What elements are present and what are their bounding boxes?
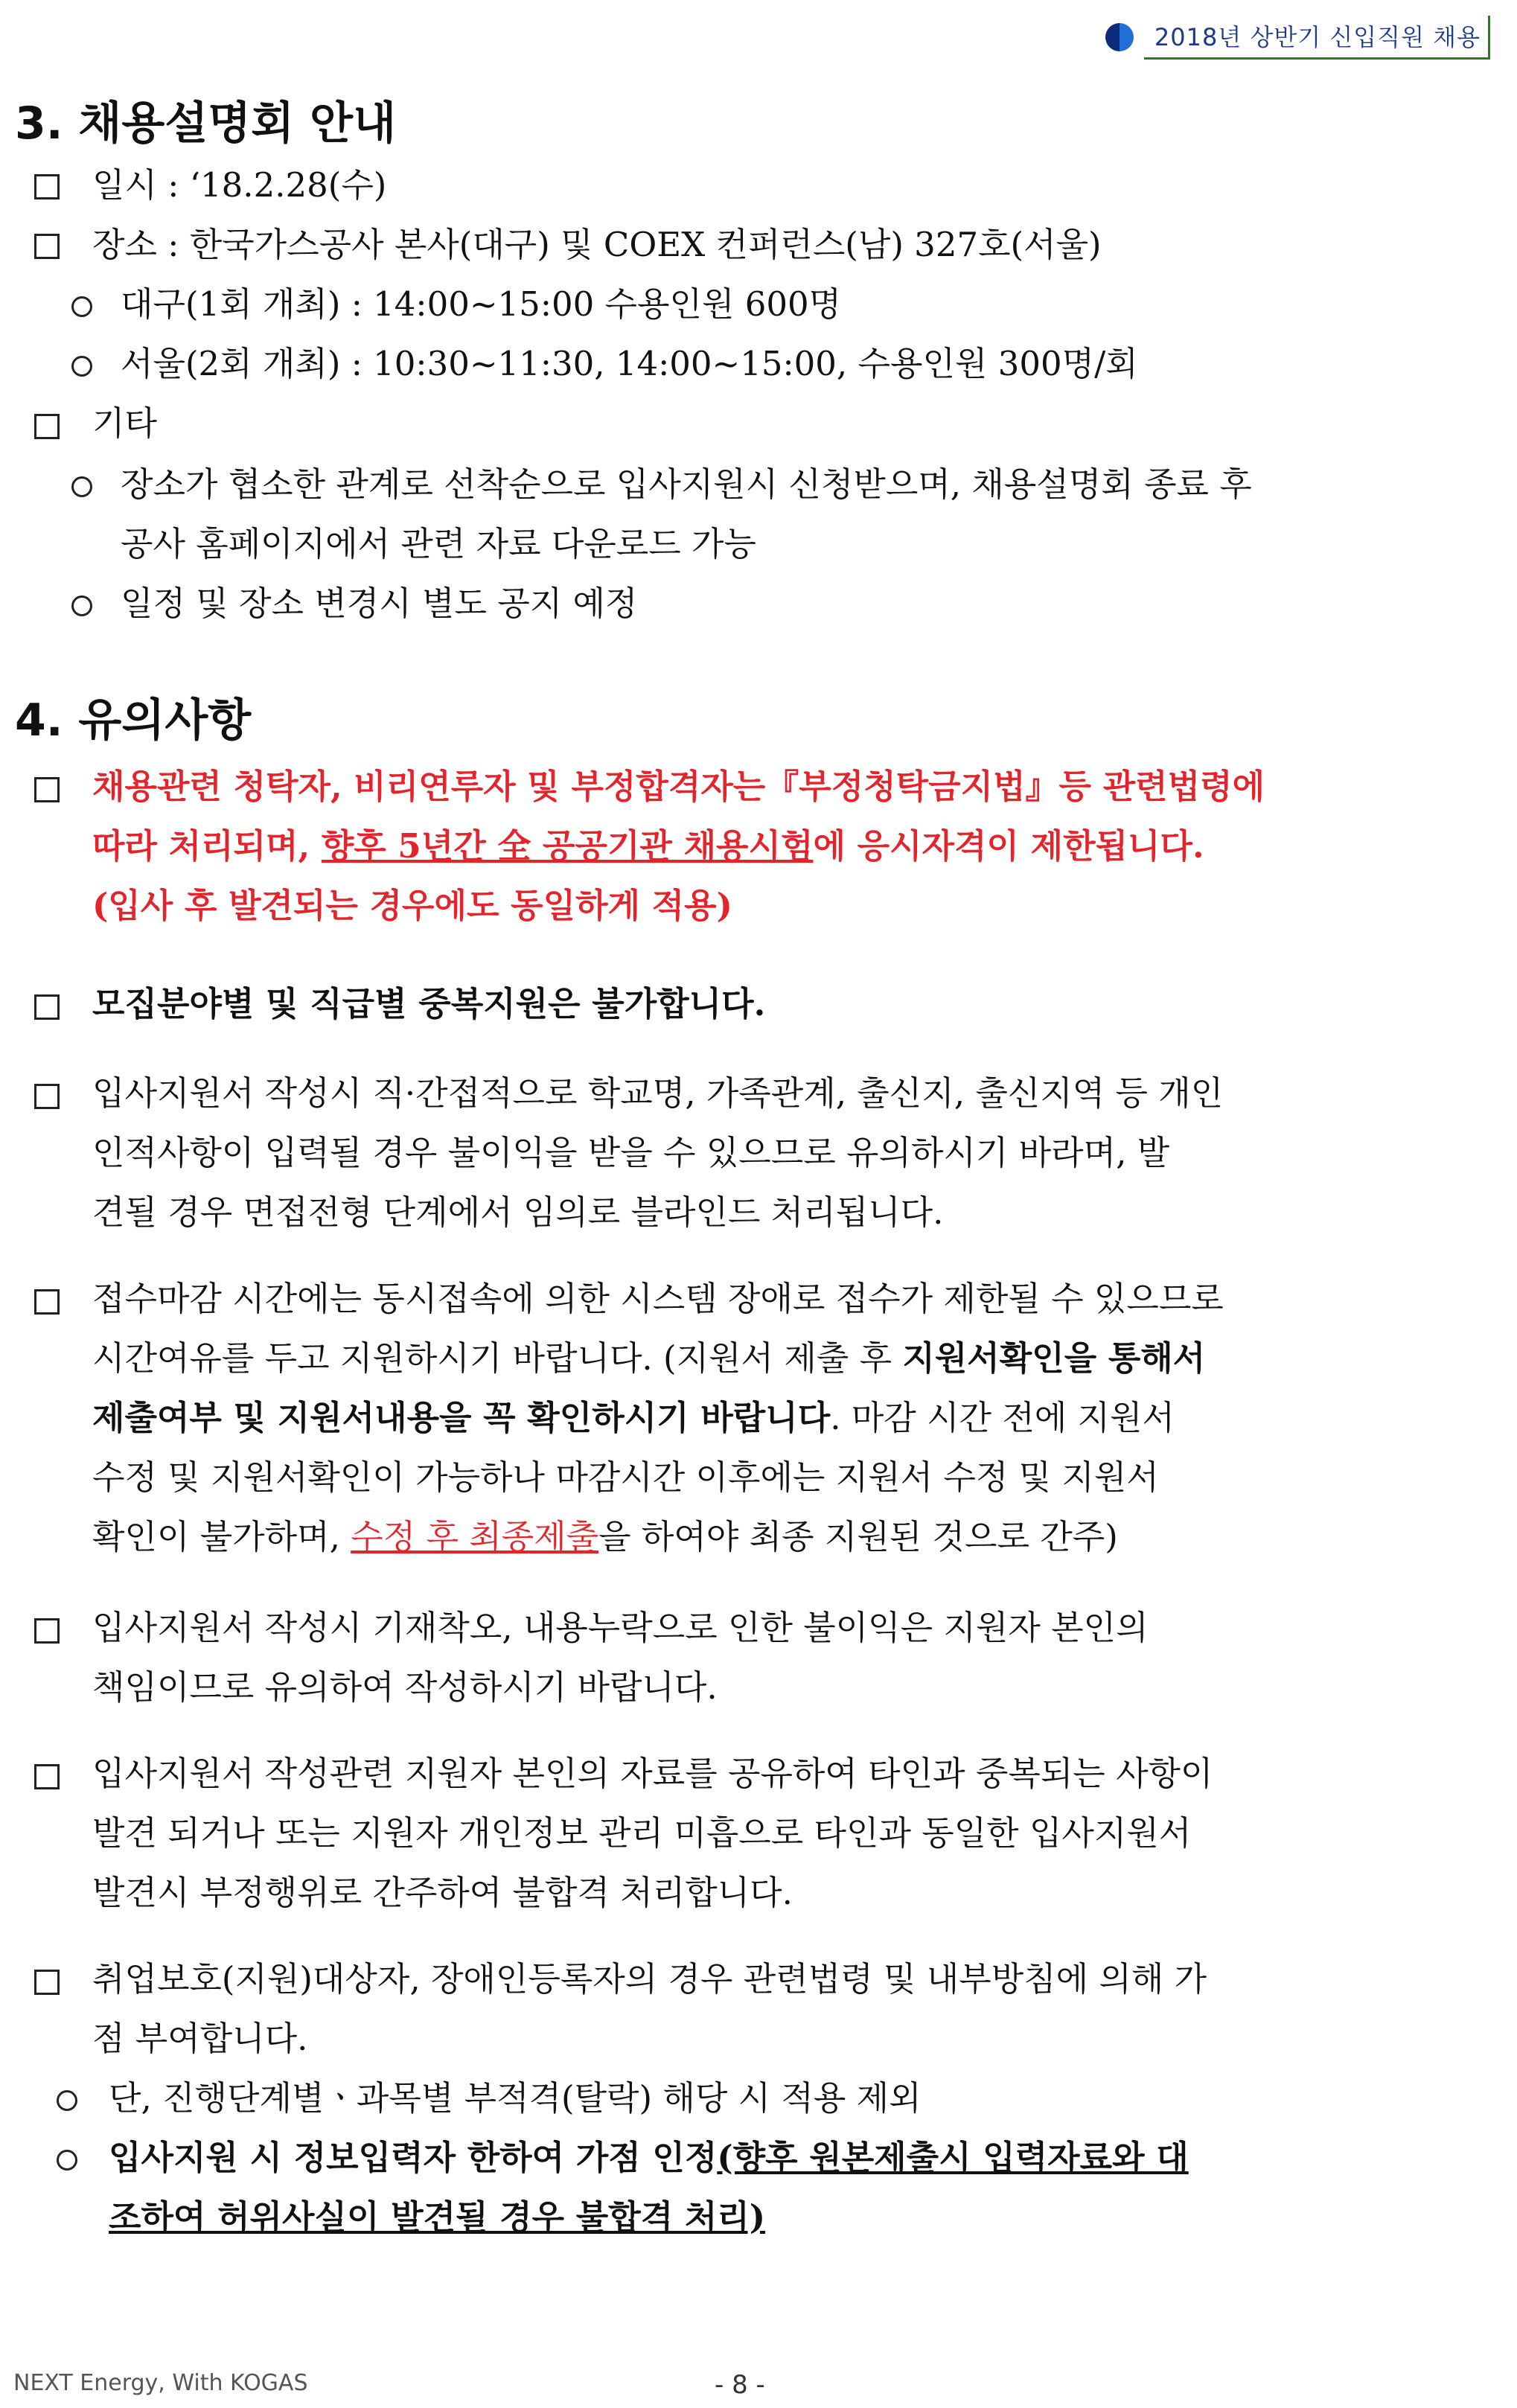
sec3-daegu: 대구(1회 개최) : 14:00~15:00 수용인원 600명 [121,284,842,324]
sec3-etc1-line2: 공사 홈페이지에서 관련 자료 다운로드 가능 [121,524,756,563]
notice-3-line3: 견될 경우 면접전형 단계에서 임의로 블라인드 처리됩니다. [92,1192,944,1232]
checkbox-square-icon [34,994,60,1020]
circle-bullet-icon [71,476,92,497]
notice-1-line3: (입사 후 발견되는 경우에도 동일하게 적용) [92,886,732,925]
notice-4-line1: 접수마감 시간에는 동시접속에 의한 시스템 장애로 접수가 제한될 수 있으므로 [92,1279,1224,1318]
sec3-date: 일시 : ‘18.2.28(수) [92,165,387,205]
notice-1-line2: 따라 처리되며, 향후 5년간 全 공공기관 채용시험에 응시자격이 제한됩니다. [92,826,1204,866]
notice-5-line2: 책임이므로 유의하여 작성하시기 바랍니다. [92,1667,718,1707]
checkbox-square-icon [34,1084,60,1109]
notice-1-line1: 채용관련 청탁자, 비리연루자 및 부정합격자는『부정청탁금지법』등 관련법령에 [92,767,1265,806]
notice-6-line2: 발견 되거나 또는 지원자 개인정보 관리 미흡으로 타인과 동일한 입사지원서 [92,1813,1192,1853]
footer-slogan: NEXT Energy, With KOGAS [13,2370,308,2396]
checkbox-square-icon [34,1764,60,1789]
notice-6-line3: 발견시 부정행위로 간주하여 불합격 처리합니다. [92,1873,793,1912]
circle-bullet-icon [57,2150,77,2171]
checkbox-square-icon [34,1970,60,1995]
header-label: 2018년 상반기 신입직원 채용 [1144,16,1490,60]
notice-7-line2: 점 부여합니다. [92,2019,308,2058]
notice-4-line5: 확인이 불가하며, 수정 후 최종제출을 하여야 최종 지원된 것으로 간주) [92,1517,1118,1556]
notice-6-line1: 입사지원서 작성관련 지원자 본인의 자료를 공유하여 타인과 중복되는 사항이 [92,1754,1213,1793]
notice-4-line3: 제출여부 및 지원서내용을 꼭 확인하시기 바랍니다. 마감 시간 전에 지원서 [92,1398,1175,1437]
checkbox-square-icon [34,1289,60,1315]
notice-7-line1: 취업보호(지원)대상자, 장애인등록자의 경우 관련법령 및 내부방침에 의해 가 [92,1959,1207,1999]
page-number: - 8 - [715,2370,765,2400]
circle-bullet-icon [71,296,92,317]
notice-4-line2: 시간여유를 두고 지원하시기 바랍니다. (지원서 제출 후 지원서확인을 통해서 [92,1338,1206,1378]
notice-7-sub2-line1: 입사지원 시 정보입력자 한하여 가점 인정(향후 원본제출시 입력자료와 대 [109,2138,1189,2177]
section-3-title: 3. 채용설명회 안내 [15,98,397,150]
notice-7-sub2-line2: 조하여 허위사실이 발견될 경우 불합격 처리) [109,2197,766,2237]
checkbox-square-icon [34,414,60,439]
checkbox-square-icon [34,174,60,199]
notice-7-sub1: 단, 진행단계별ㆍ과목별 부적격(탈락) 해당 시 적용 제외 [109,2078,922,2118]
notice-3-line1: 입사지원서 작성시 직·간접적으로 학교명, 가족관계, 출신지, 출신지역 등 개인 [92,1073,1224,1113]
circle-bullet-icon [57,2090,77,2111]
sec3-etc2: 일정 및 장소 변경시 별도 공지 예정 [121,584,638,623]
kogas-logo-icon [1105,23,1134,51]
sec3-etc1-line1: 장소가 협소한 관계로 선착순으로 입사지원시 신청받으며, 채용설명회 종료 후 [121,464,1252,504]
section-4-title: 4. 유의사항 [15,694,252,747]
checkbox-square-icon [34,777,60,802]
notice-4-underlined: 수정 후 최종제출 [351,1517,599,1556]
checkbox-square-icon [34,1618,60,1644]
notice-1-underlined: 향후 5년간 全 공공기관 채용시험 [321,826,814,866]
notice-4-line4: 수정 및 지원서확인이 가능하나 마감시간 이후에는 지원서 수정 및 지원서 [92,1457,1159,1497]
notice-2: 모집분야별 및 직급별 중복지원은 불가합니다. [92,984,766,1023]
sec3-seoul: 서울(2회 개최) : 10:30~11:30, 14:00~15:00, 수용인원 300명/회 [121,344,1138,383]
circle-bullet-icon [71,595,92,616]
checkbox-square-icon [34,234,60,259]
sec3-etc: 기타 [92,403,157,443]
circle-bullet-icon [71,356,92,377]
notice-3-line2: 인적사항이 입력될 경우 불이익을 받을 수 있으므로 유의하시기 바라며, 발 [92,1133,1170,1172]
sec3-place: 장소 : 한국가스공사 본사(대구) 및 COEX 컨퍼런스(남) 327호(서울) [92,225,1102,264]
document-header [1105,16,1490,58]
notice-5-line1: 입사지원서 작성시 기재착오, 내용누락으로 인한 불이익은 지원자 본인의 [92,1608,1149,1647]
